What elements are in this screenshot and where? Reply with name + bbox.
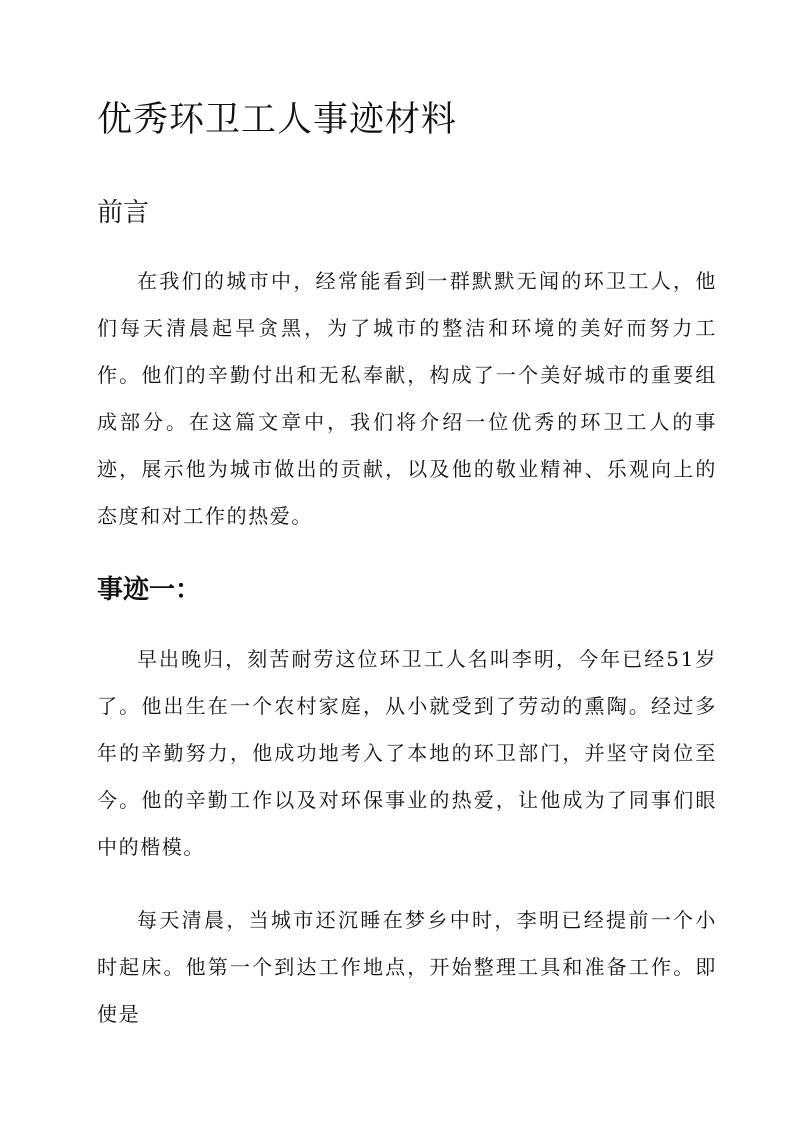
story-one-paragraph-2: 每天清晨，当城市还沉睡在梦乡中时，李明已经提前一个小时起床。他第一个到达工作地点，开始整理工具和准备工作。即使是 xyxy=(97,908,717,1026)
story-one-paragraph-1: 早出晚归，刻苦耐劳这位环卫工人名叫李明，今年已经51岁了。他出生在一个农村家庭，从小就受到了劳动的熏陶。经过多年的辛勤努力，他成功地考入了本地的环卫部门，并坚守岗位至今。他的辛勤工作以及对环保事业的热爱，让他成为了同事们眼中的楷模。 xyxy=(97,647,717,859)
preface-paragraph: 在我们的城市中，经常能看到一群默默无闻的环卫工人，他们每天清晨起早贪黑，为了城市的整洁和环境的美好而努力工作。他们的辛勤付出和无私奉献，构成了一个美好城市的重要组成部分。在这篇文章中，我们将介绍一位优秀的环卫工人的事迹，展示他为城市做出的贡献，以及他的敬业精神、乐观向上的态度和对工作的热爱。 xyxy=(97,269,717,528)
section-heading-story-one: 事迹一： xyxy=(97,575,202,605)
section-heading-preface: 前言 xyxy=(97,198,150,228)
document-title: 优秀环卫工人事迹材料 xyxy=(97,100,458,140)
